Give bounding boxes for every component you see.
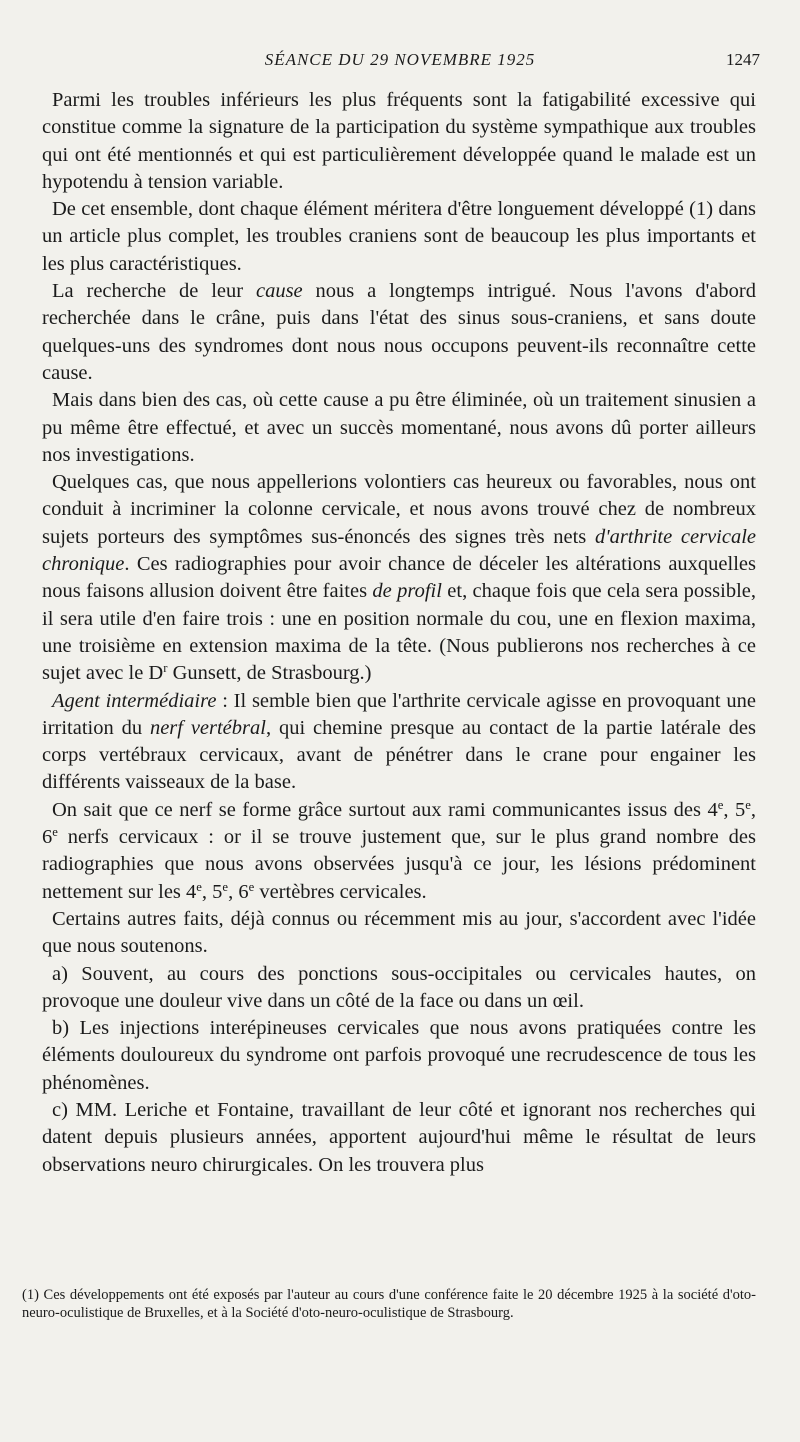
p7-text-a: On sait que ce nerf se forme grâce surtout aux rami communicantes issus des 4 [52,798,718,821]
p7-sup-1: e [717,797,724,812]
p5-superscript: r [163,661,168,676]
p7-sup-5: e [222,879,229,894]
p7-text-e: , 5 [201,880,223,903]
paragraph-7 [42,797,756,906]
footnote [22,1287,756,1322]
body-text [42,87,756,1179]
p5-text-b: . Ces radiographies pour avoir chance de déceler les altérations auxquelles nous faisons allusion doivent être faites [42,553,756,603]
paragraph-3 [42,278,756,387]
paragraph-9: a) Souvent, au cours des ponctions sous-occipitales ou cervicales hautes, on provoque une douleur vive dans un côté de la face ou dans un œil. [42,962,756,1012]
paragraph-10: b) Les injections interépineuses cervicales que nous avons pratiquées contre les éléments douloureux du syndrome ont parfois provoqué une recrudescence de tous les phénomènes. [42,1017,756,1094]
page-number: 1247 [726,50,760,69]
p3-cause-italic: cause [255,280,303,303]
p5-profil-italic: de profil [372,580,442,603]
p7-sup-6: e [248,879,255,894]
p7-sup-2: e [745,797,751,812]
p7-text-g: vertèbres cervicales. [254,880,427,903]
p7-text-c: , 6 [42,798,756,849]
footnote-text: (1) Ces développements ont été exposés par l'auteur au cours d'une conférence faite le 20 décembre 1925 à la société d'oto-neuro-oculistique de Bruxelles, et à la Société d'oto-neuro-oculistique de Strasbourg. [22,1287,756,1321]
p7-text-b: , 5 [723,798,746,821]
p7-text-f: , 6 [228,880,249,903]
paragraph-5 [42,469,756,687]
p3-text-a: La recherche de leur [52,280,256,303]
paragraph-6 [42,688,756,797]
paragraph-4: Mais dans bien des cas, où cette cause a pu être éliminée, où un traitement sinusien a pu même être effectué, et avec un succès momentané, nous avons dû porter ailleurs nos investigations. [42,389,756,466]
p7-sup-4: e [196,879,202,894]
paragraph-11: c) MM. Leriche et Fontaine, travaillant de leur côté et ignorant nos recherches qui datent depuis plusieurs années, apportent aujourd'hui même le résultat de leurs observations neuro chirurgicales. On les trouvera plus [42,1098,756,1176]
paragraph-8: Certains autres faits, déjà connus ou récemment mis au jour, s'accordent avec l'idée que nous soutenons. [42,907,756,958]
p6-text-b: , qui chemine presque au contact de la partie latérale des corps vertébraux cervicaux, avant de pénétrer dans le crane pour engainer les différents vaisseaux de la base. [42,716,756,794]
p7-sup-3: e [52,825,58,840]
p5-text-d: Gunsett, de Strasbourg.) [167,662,372,685]
header-title: SÉANCE DU 29 NOVEMBRE 1925 [264,50,536,69]
p3-text-b: nous a longtemps intrigué. Nous l'avons d'abord recherchée dans le crâne, puis dans l'état des sinus sous-craniens, et sans doute quelques-uns des syndromes dont nous nous occupons peuvent-ils reconnaître cette cause. [42,280,756,384]
p5-text-c: et, chaque fois que cela sera possible, il sera utile d'en faire trois : une en position normale du cou, une en flexion maxima, une troisième en extension maxima de la tête. (Nous publierons nos recherches à ce sujet avec le D [42,580,757,685]
paragraph-2: De cet ensemble, dont chaque élément méritera d'être longuement développé (1) dans un article plus complet, les troubles craniens sont de beaucoup les plus importants et les plus caractéristiques. [42,198,756,275]
p6-nerf-italic: nerf vertébral [149,716,266,739]
p5-text-a: Quelques cas, que nous appellerions volontiers cas heureux ou favorables, nous ont conduit à incriminer la colonne cervicale, et nous avons trouvé chez de nombreux sujets porteurs des symptômes sus-énoncés des signes très nets [42,471,756,548]
p6-agent-italic: Agent intermédiaire [52,689,217,712]
paragraph-1: Parmi les troubles inférieurs les plus fréquents sont la fatigabilité excessive qui constitue comme la signature de la participation du système sympathique aux troubles qui ont été mentionnés et qui est particulièrement développée quand le malade est un hypotendu à tension variable. [42,89,756,193]
p6-text-a: : Il semble bien que l'arthrite cervicale agisse en provoquant une irritation du [42,689,756,739]
running-header [40,50,760,74]
p5-arthrite-italic: d'arthrite cervicale chronique [42,525,757,576]
p7-text-d: nerfs cervicaux : or il se trouve justement que, sur le plus grand nombre des radiographies que nous avons observées jusqu'à ce jour, les lésions prédominent nettement sur les 4 [42,826,756,903]
